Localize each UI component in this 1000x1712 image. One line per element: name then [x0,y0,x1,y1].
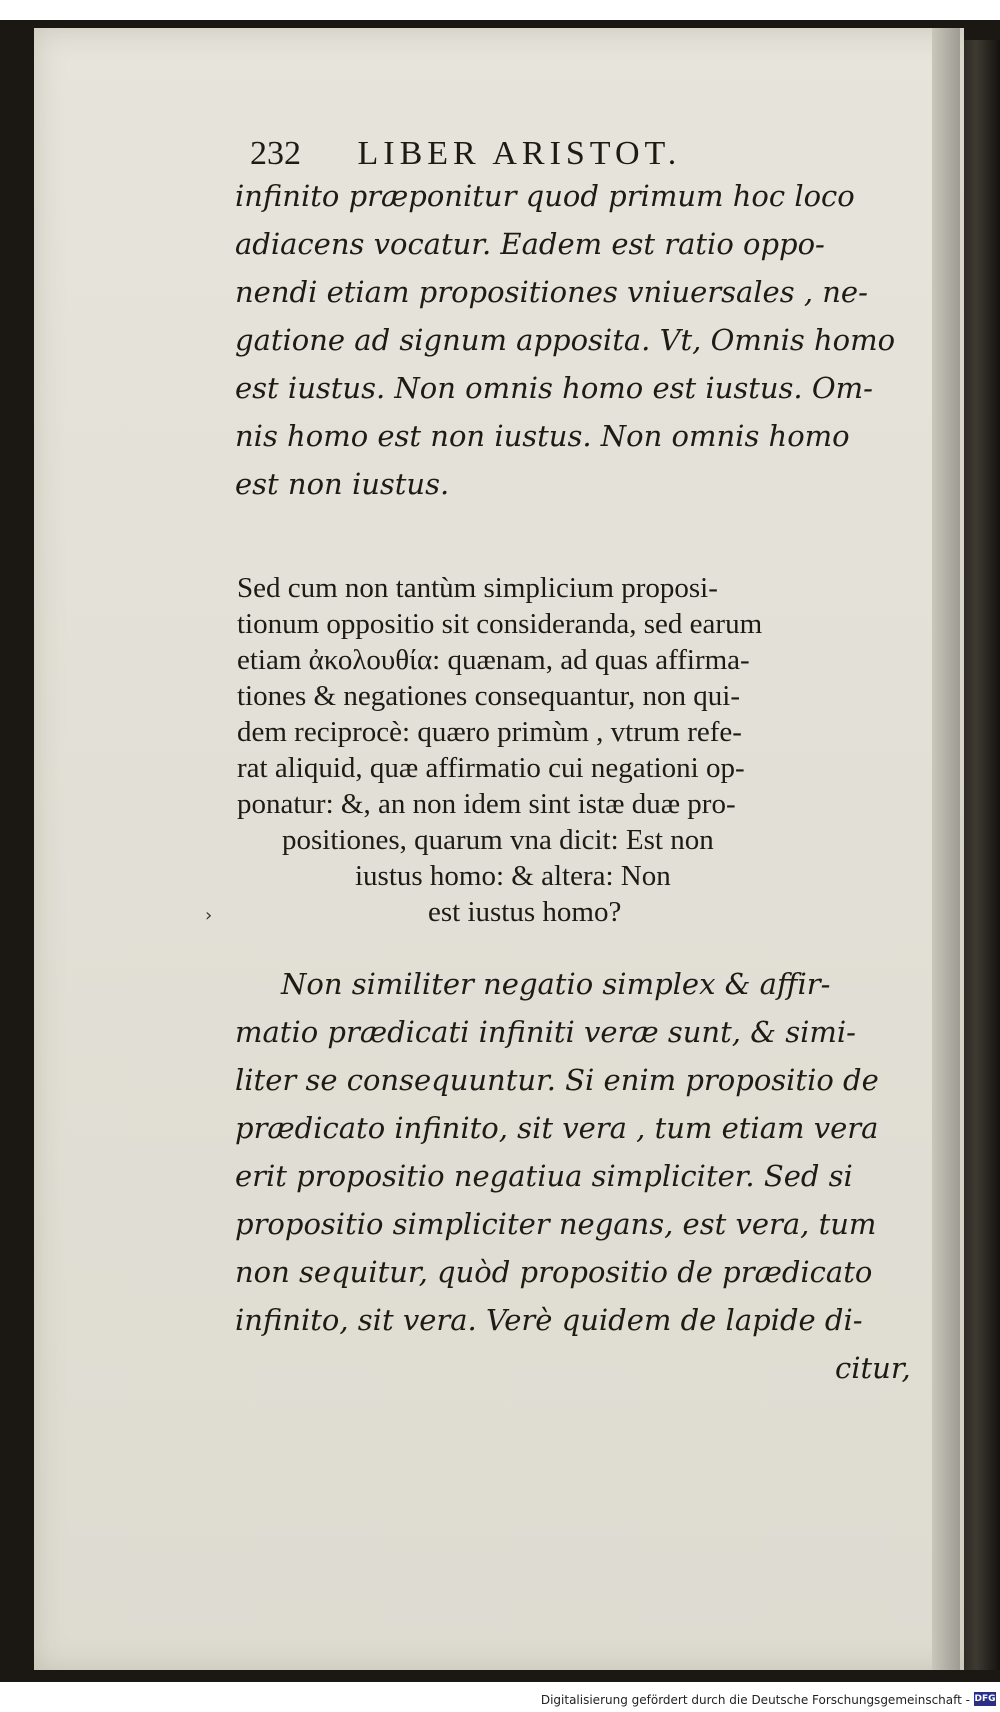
running-head [250,135,850,173]
paragraph-1 [235,172,895,508]
paragraph-2 [237,570,762,930]
dfg-logo: DFG [974,1694,996,1704]
text-line: est iustus homo? [428,896,622,928]
funding-credit: Digitalisierung gefördert durch die Deutsche Forschungsgemeinschaft - [540,1693,970,1707]
text-line: Non similiter negatio simplex & affir- [281,967,831,1001]
text-line: liter se consequuntur. Si enim propositio de [235,1063,879,1097]
text-line: adiacens vocatur. Eadem est ratio oppo- [235,227,825,261]
text-line: nis homo est non iustus. Non omnis homo [235,419,850,453]
margin-mark: › [205,905,213,926]
text-line: prædicato infinito, sit vera , tum etiam vera [235,1111,879,1145]
text-line: tionum oppositio sit consideranda, sed earum [237,608,763,640]
paragraph-3 [235,960,911,1392]
text-line: Sed cum non tantùm simplicium proposi- [237,572,718,604]
text-line: rat aliquid, quæ affirmatio cui negationi op- [237,752,745,784]
text-line: dem reciprocè: quæro primùm , vtrum refe- [237,716,742,748]
text-line: infinito præponitur quod primum hoc loco [235,179,855,213]
running-title: LIBER ARISTOT. [357,135,682,172]
text-line: matio prædicati infiniti veræ sunt, & simi- [235,1015,856,1049]
text-line: ponatur: &, an non idem sint istæ duæ pro- [237,788,736,820]
catchword: citur, [835,1351,911,1385]
text-line: iustus homo: & altera: Non [355,860,671,892]
text-line: est iustus. Non omnis homo est iustus. Om- [235,371,873,405]
text-line: erit propositio negatiua simpliciter. Sed si [235,1159,853,1193]
text-line: nendi etiam propositiones vniuersales , ne- [235,275,868,309]
page-edge-shadow [932,28,960,1670]
book-fore-edge [960,40,1000,1670]
text-line: non sequitur, quòd propositio de prædicato [235,1255,873,1289]
text-line: est non iustus. [235,467,450,501]
text-line: etiam ἀκολουθία: quænam, ad quas affirma- [237,644,750,676]
text-line: gatione ad signum apposita. Vt, Omnis homo [235,323,896,357]
text-line: infinito, sit vera. Verè quidem de lapide di- [235,1303,863,1337]
text-line: tiones & negationes consequantur, non qui- [237,680,741,712]
text-line: positiones, quarum vna dicit: Est non [282,824,714,856]
page-number: 232 [250,135,301,172]
text-line: propositio simpliciter negans, est vera, tum [235,1207,877,1241]
